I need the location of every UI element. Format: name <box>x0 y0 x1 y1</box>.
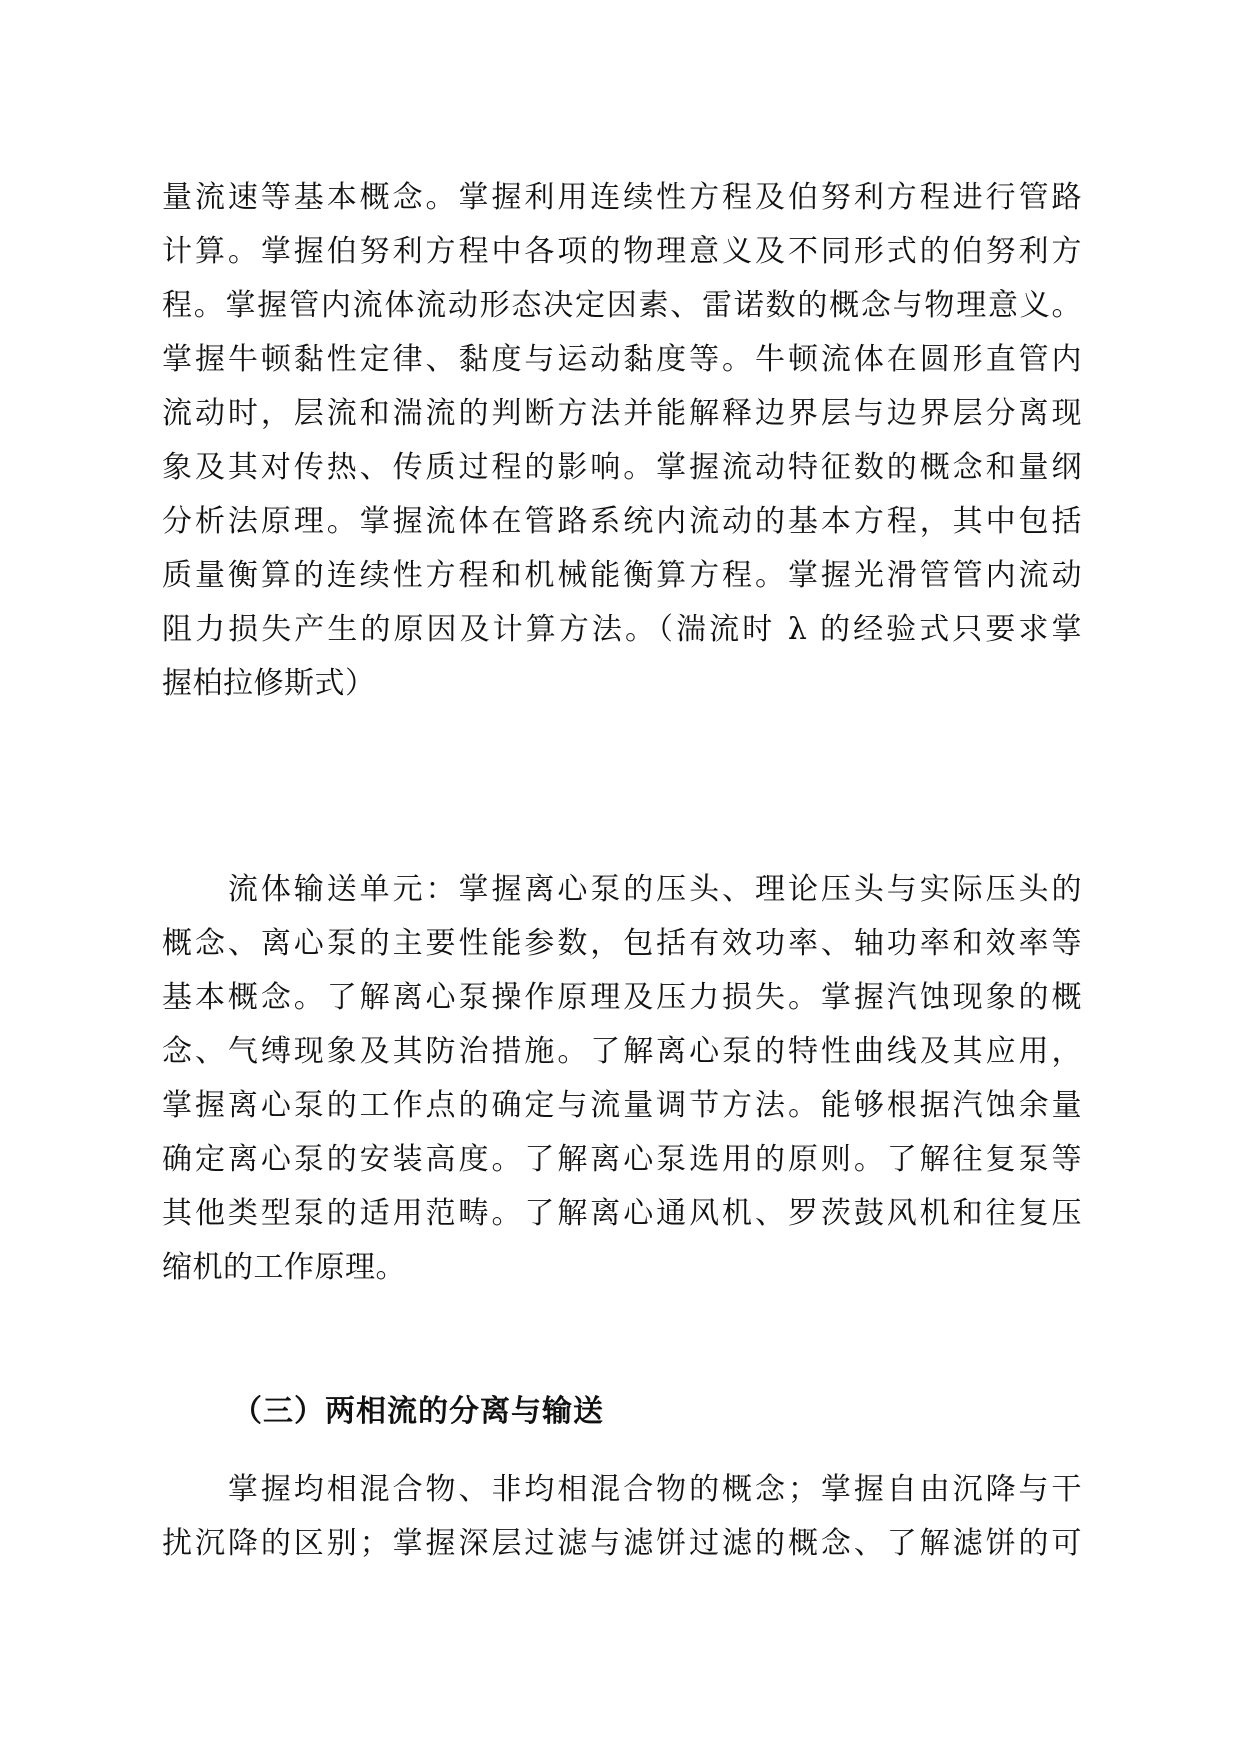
section-heading: （三）两相流的分离与输送 <box>232 1394 604 1429</box>
text-line: 概念、离心泵的主要性能参数，包括有效功率、轴功率和效率等 <box>162 926 1082 961</box>
text-line: 程。掌握管内流体流动形态决定因素、雷诺数的概念与物理意义。 <box>162 288 1082 323</box>
text-line: 扰沉降的区别；掌握深层过滤与滤饼过滤的概念、了解滤饼的可 <box>162 1526 1082 1561</box>
paragraph-fluid-flow <box>162 171 1082 711</box>
text-line: 流体输送单元：掌握离心泵的压头、理论压头与实际压头的 <box>162 872 1082 907</box>
text-line: 阻力损失产生的原因及计算方法。（湍流时 λ 的经验式只要求掌 <box>162 612 1082 647</box>
text-line: 象及其对传热、传质过程的影响。掌握流动特征数的概念和量纲 <box>162 450 1082 485</box>
text-line: 掌握离心泵的工作点的确定与流量调节方法。能够根据汽蚀余量 <box>162 1088 1082 1123</box>
text-line: 质量衡算的连续性方程和机械能衡算方程。掌握光滑管管内流动 <box>162 558 1082 593</box>
text-line: 分析法原理。掌握流体在管路系统内流动的基本方程，其中包括 <box>162 504 1082 539</box>
text-line: 流动时，层流和湍流的判断方法并能解释边界层与边界层分离现 <box>162 396 1082 431</box>
text-line: 其他类型泵的适用范畴。了解离心通风机、罗茨鼓风机和往复压 <box>162 1196 1082 1231</box>
text-line: 念、气缚现象及其防治措施。了解离心泵的特性曲线及其应用， <box>162 1034 1082 1069</box>
paragraph-fluid-transport <box>162 863 1082 1295</box>
text-line: 掌握均相混合物、非均相混合物的概念；掌握自由沉降与干 <box>162 1472 1082 1507</box>
text-line: 掌握牛顿黏性定律、黏度与运动黏度等。牛顿流体在圆形直管内 <box>162 342 1082 377</box>
text-line: 握柏拉修斯式） <box>162 666 376 701</box>
text-line: 基本概念。了解离心泵操作原理及压力损失。掌握汽蚀现象的概 <box>162 980 1082 1015</box>
text-line: 缩机的工作原理。 <box>162 1250 406 1285</box>
text-line: 确定离心泵的安装高度。了解离心泵选用的原则。了解往复泵等 <box>162 1142 1082 1177</box>
text-line: 计算。掌握伯努利方程中各项的物理意义及不同形式的伯努利方 <box>162 234 1082 269</box>
paragraph-two-phase <box>162 1463 1082 1571</box>
text-line: 量流速等基本概念。掌握利用连续性方程及伯努利方程进行管路 <box>162 180 1082 215</box>
